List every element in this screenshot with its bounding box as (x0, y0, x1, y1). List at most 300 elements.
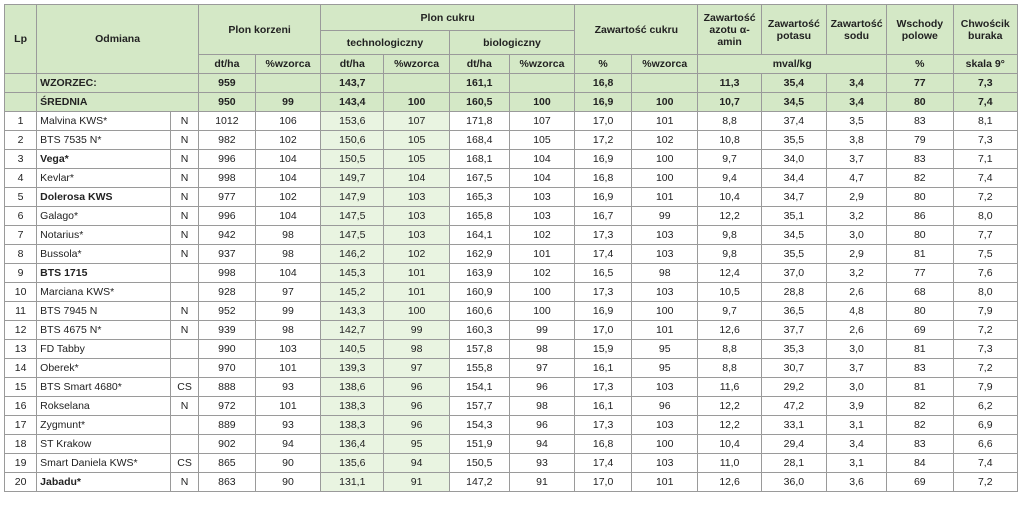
plon-korzeni-wzorca: 99 (255, 302, 320, 321)
zawartosc-cukru-pct: 17,0 (575, 112, 632, 131)
zawartosc-cukru-wzorca: 103 (631, 454, 697, 473)
plon-korzeni-wzorca: 98 (255, 321, 320, 340)
row-lp: 18 (5, 435, 37, 454)
potas-value: 37,7 (761, 321, 826, 340)
zawartosc-cukru-wzorca: 103 (631, 378, 697, 397)
cukier-tech-dtha: 138,6 (321, 378, 384, 397)
plon-korzeni-dtha: 972 (199, 397, 256, 416)
cukier-tech-wzorca: 107 (384, 112, 449, 131)
wschody-value: 69 (887, 321, 953, 340)
cukier-bio-wzorca: 104 (509, 150, 574, 169)
plon-korzeni-wzorca: 102 (255, 131, 320, 150)
cukier-bio-dtha: 160,3 (449, 321, 509, 340)
azot-value: 8,8 (698, 359, 761, 378)
header-row-1 (5, 5, 1018, 31)
cukier-bio-dtha: 168,4 (449, 131, 509, 150)
cukier-tech-wzorca: 100 (384, 302, 449, 321)
plon-korzeni-wzorca: 98 (255, 226, 320, 245)
azot-value: 12,2 (698, 207, 761, 226)
col-biologiczny-header: biologiczny (449, 31, 574, 55)
cukier-bio-wzorca: 98 (509, 340, 574, 359)
zawartosc-cukru-wzorca: 100 (631, 435, 697, 454)
zawartosc-cukru-pct: 17,0 (575, 321, 632, 340)
zawartosc-cukru-pct: 15,9 (575, 340, 632, 359)
row-lp: 13 (5, 340, 37, 359)
summary-plon-korzeni-dtha: 959 (199, 74, 256, 93)
wschody-value: 80 (887, 302, 953, 321)
chwoscik-value: 7,4 (953, 454, 1017, 473)
plon-korzeni-wzorca: 104 (255, 169, 320, 188)
zawartosc-cukru-wzorca: 102 (631, 131, 697, 150)
summary-cukier-bio-wzorca (509, 74, 574, 93)
variety-tag: N (171, 226, 199, 245)
cukier-tech-dtha: 138,3 (321, 397, 384, 416)
summary-row (5, 93, 1018, 112)
cukier-bio-dtha: 154,3 (449, 416, 509, 435)
row-lp: 5 (5, 188, 37, 207)
cukier-bio-wzorca: 96 (509, 416, 574, 435)
plon-korzeni-dtha: 982 (199, 131, 256, 150)
plon-korzeni-dtha: 998 (199, 169, 256, 188)
plon-korzeni-wzorca: 104 (255, 264, 320, 283)
plon-korzeni-wzorca: 97 (255, 283, 320, 302)
zawartosc-cukru-wzorca: 100 (631, 169, 697, 188)
chwoscik-value: 7,1 (953, 150, 1017, 169)
plon-korzeni-wzorca: 101 (255, 359, 320, 378)
table-row (5, 283, 1018, 302)
cukier-bio-dtha: 157,8 (449, 340, 509, 359)
summary-row (5, 74, 1018, 93)
sod-value: 3,0 (827, 226, 887, 245)
sod-value: 4,8 (827, 302, 887, 321)
azot-value: 9,4 (698, 169, 761, 188)
variety-tag: CS (171, 454, 199, 473)
cukier-tech-dtha: 131,1 (321, 473, 384, 492)
chwoscik-value: 7,9 (953, 302, 1017, 321)
wschody-value: 81 (887, 340, 953, 359)
cukier-tech-dtha: 146,2 (321, 245, 384, 264)
variety-tag: N (171, 112, 199, 131)
row-lp: 4 (5, 169, 37, 188)
cukier-tech-wzorca: 103 (384, 226, 449, 245)
unit-skala: skala 9° (953, 55, 1017, 74)
plon-korzeni-wzorca: 93 (255, 416, 320, 435)
table-row (5, 359, 1018, 378)
zawartosc-cukru-wzorca: 101 (631, 473, 697, 492)
azot-value: 9,8 (698, 226, 761, 245)
chwoscik-value: 7,4 (953, 169, 1017, 188)
cukier-bio-dtha: 167,5 (449, 169, 509, 188)
variety-tag (171, 435, 199, 454)
col-potas-header: Zawartość potasu (761, 5, 826, 55)
cukier-tech-dtha: 145,3 (321, 264, 384, 283)
col-plon-cukru-header: Plon cukru (321, 5, 575, 31)
potas-value: 35,5 (761, 131, 826, 150)
col-chwoscik-header: Chwościk buraka (953, 5, 1017, 55)
cukier-bio-dtha: 162,9 (449, 245, 509, 264)
chwoscik-value: 7,2 (953, 473, 1017, 492)
wschody-value: 82 (887, 169, 953, 188)
col-zawartosc-cukru-header: Zawartość cukru (575, 5, 698, 55)
plon-korzeni-dtha: 996 (199, 207, 256, 226)
cukier-bio-dtha: 150,5 (449, 454, 509, 473)
summary-plon-korzeni-dtha: 950 (199, 93, 256, 112)
zawartosc-cukru-pct: 17,4 (575, 245, 632, 264)
table-row (5, 207, 1018, 226)
row-lp: 11 (5, 302, 37, 321)
plon-korzeni-wzorca: 103 (255, 340, 320, 359)
zawartosc-cukru-wzorca: 103 (631, 416, 697, 435)
summary-cukier-tech-wzorca: 100 (384, 93, 449, 112)
chwoscik-value: 7,7 (953, 226, 1017, 245)
summary-lp (5, 93, 37, 112)
zawartosc-cukru-wzorca: 98 (631, 264, 697, 283)
col-azot-header: Zawartość azotu α-amin (698, 5, 761, 55)
wschody-value: 79 (887, 131, 953, 150)
cukier-bio-wzorca: 98 (509, 397, 574, 416)
unit-percent: % (887, 55, 953, 74)
sod-value: 3,2 (827, 207, 887, 226)
zawartosc-cukru-pct: 17,3 (575, 226, 632, 245)
row-lp: 16 (5, 397, 37, 416)
potas-value: 47,2 (761, 397, 826, 416)
zawartosc-cukru-pct: 16,9 (575, 188, 632, 207)
sod-value: 2,9 (827, 188, 887, 207)
summary-zawartosc-cukru-pct: 16,9 (575, 93, 632, 112)
chwoscik-value: 7,2 (953, 321, 1017, 340)
cukier-tech-wzorca: 95 (384, 435, 449, 454)
wschody-value: 83 (887, 112, 953, 131)
zawartosc-cukru-pct: 17,4 (575, 454, 632, 473)
cukier-tech-wzorca: 102 (384, 245, 449, 264)
summary-zawartosc-cukru-wzorca: 100 (631, 93, 697, 112)
wschody-value: 82 (887, 397, 953, 416)
col-technologiczny-header: technologiczny (321, 31, 450, 55)
chwoscik-value: 7,2 (953, 188, 1017, 207)
row-lp: 8 (5, 245, 37, 264)
row-lp: 7 (5, 226, 37, 245)
variety-tag: N (171, 131, 199, 150)
cukier-bio-wzorca: 101 (509, 245, 574, 264)
azot-value: 8,8 (698, 112, 761, 131)
azot-value: 12,6 (698, 321, 761, 340)
chwoscik-value: 7,3 (953, 340, 1017, 359)
sod-value: 4,7 (827, 169, 887, 188)
row-lp: 2 (5, 131, 37, 150)
cukier-bio-wzorca: 97 (509, 359, 574, 378)
plon-korzeni-dtha: 939 (199, 321, 256, 340)
cukier-tech-dtha: 135,6 (321, 454, 384, 473)
chwoscik-value: 8,0 (953, 207, 1017, 226)
cukier-tech-wzorca: 105 (384, 150, 449, 169)
table-row (5, 188, 1018, 207)
cukier-tech-dtha: 143,3 (321, 302, 384, 321)
plon-korzeni-wzorca: 90 (255, 454, 320, 473)
zawartosc-cukru-wzorca: 100 (631, 302, 697, 321)
unit-wzorca: %wzorca (631, 55, 697, 74)
summary-wschody-value: 80 (887, 93, 953, 112)
table-row (5, 340, 1018, 359)
chwoscik-value: 7,3 (953, 131, 1017, 150)
zawartosc-cukru-wzorca: 95 (631, 340, 697, 359)
plon-korzeni-wzorca: 98 (255, 245, 320, 264)
azot-value: 10,8 (698, 131, 761, 150)
plon-korzeni-dtha: 889 (199, 416, 256, 435)
plon-korzeni-dtha: 928 (199, 283, 256, 302)
cukier-tech-wzorca: 103 (384, 207, 449, 226)
cukier-bio-wzorca: 104 (509, 169, 574, 188)
cukier-bio-wzorca: 100 (509, 302, 574, 321)
summary-label: ŚREDNIA (37, 93, 199, 112)
summary-azot-value: 10,7 (698, 93, 761, 112)
cukier-bio-dtha: 171,8 (449, 112, 509, 131)
cukier-tech-wzorca: 101 (384, 283, 449, 302)
plon-korzeni-wzorca: 90 (255, 473, 320, 492)
potas-value: 30,7 (761, 359, 826, 378)
variety-tag: N (171, 473, 199, 492)
sod-value: 3,6 (827, 473, 887, 492)
potas-value: 36,5 (761, 302, 826, 321)
unit-wzorca: %wzorca (509, 55, 574, 74)
variety-tag: N (171, 245, 199, 264)
plon-korzeni-wzorca: 93 (255, 378, 320, 397)
summary-sod-value: 3,4 (827, 74, 887, 93)
wschody-value: 81 (887, 245, 953, 264)
cukier-tech-dtha: 147,5 (321, 207, 384, 226)
wschody-value: 84 (887, 454, 953, 473)
summary-zawartosc-cukru-pct: 16,8 (575, 74, 632, 93)
wschody-value: 83 (887, 435, 953, 454)
cukier-tech-wzorca: 103 (384, 188, 449, 207)
row-lp: 15 (5, 378, 37, 397)
summary-chwoscik-value: 7,3 (953, 74, 1017, 93)
cukier-tech-wzorca: 104 (384, 169, 449, 188)
variety-name: Kevlar* (37, 169, 171, 188)
cukier-bio-dtha: 157,7 (449, 397, 509, 416)
cukier-tech-dtha: 149,7 (321, 169, 384, 188)
variety-tag (171, 264, 199, 283)
cukier-bio-wzorca: 105 (509, 131, 574, 150)
cukier-bio-dtha: 165,3 (449, 188, 509, 207)
sod-value: 3,1 (827, 454, 887, 473)
zawartosc-cukru-wzorca: 103 (631, 226, 697, 245)
variety-name: BTS Smart 4680* (37, 378, 171, 397)
azot-value: 8,8 (698, 340, 761, 359)
zawartosc-cukru-pct: 17,0 (575, 473, 632, 492)
variety-tag: N (171, 188, 199, 207)
cukier-bio-wzorca: 99 (509, 321, 574, 340)
cukier-tech-wzorca: 98 (384, 340, 449, 359)
wschody-value: 82 (887, 416, 953, 435)
potas-value: 35,5 (761, 245, 826, 264)
sod-value: 2,9 (827, 245, 887, 264)
row-lp: 19 (5, 454, 37, 473)
variety-name: ST Krakow (37, 435, 171, 454)
cukier-bio-wzorca: 94 (509, 435, 574, 454)
potas-value: 34,4 (761, 169, 826, 188)
summary-azot-value: 11,3 (698, 74, 761, 93)
chwoscik-value: 6,9 (953, 416, 1017, 435)
row-lp: 9 (5, 264, 37, 283)
unit-percent: % (575, 55, 632, 74)
cukier-tech-dtha: 139,3 (321, 359, 384, 378)
plon-korzeni-dtha: 937 (199, 245, 256, 264)
row-lp: 17 (5, 416, 37, 435)
table-row (5, 131, 1018, 150)
summary-potas-value: 35,4 (761, 74, 826, 93)
cukier-bio-dtha: 160,9 (449, 283, 509, 302)
variety-tag: CS (171, 378, 199, 397)
summary-cukier-bio-wzorca: 100 (509, 93, 574, 112)
cukier-tech-wzorca: 97 (384, 359, 449, 378)
cukier-bio-wzorca: 107 (509, 112, 574, 131)
unit-wzorca: %wzorca (384, 55, 449, 74)
summary-cukier-tech-wzorca (384, 74, 449, 93)
variety-name: Zygmunt* (37, 416, 171, 435)
plon-korzeni-dtha: 1012 (199, 112, 256, 131)
summary-cukier-bio-dtha: 161,1 (449, 74, 509, 93)
table-row (5, 112, 1018, 131)
variety-tag: N (171, 150, 199, 169)
table-row (5, 264, 1018, 283)
row-lp: 3 (5, 150, 37, 169)
unit-dtha: dt/ha (321, 55, 384, 74)
plon-korzeni-wzorca: 102 (255, 188, 320, 207)
cukier-bio-dtha: 163,9 (449, 264, 509, 283)
cukier-tech-wzorca: 96 (384, 397, 449, 416)
variety-tag: N (171, 321, 199, 340)
summary-label: WZORZEC: (37, 74, 199, 93)
summary-plon-korzeni-wzorca (255, 74, 320, 93)
chwoscik-value: 7,6 (953, 264, 1017, 283)
chwoscik-value: 6,2 (953, 397, 1017, 416)
wschody-value: 80 (887, 188, 953, 207)
cukier-bio-dtha: 147,2 (449, 473, 509, 492)
azot-value: 12,2 (698, 397, 761, 416)
zawartosc-cukru-pct: 17,3 (575, 378, 632, 397)
plon-korzeni-dtha: 902 (199, 435, 256, 454)
summary-cukier-bio-dtha: 160,5 (449, 93, 509, 112)
potas-value: 34,7 (761, 188, 826, 207)
chwoscik-value: 8,0 (953, 283, 1017, 302)
variety-name: BTS 7535 N* (37, 131, 171, 150)
potas-value: 35,3 (761, 340, 826, 359)
sod-value: 3,8 (827, 131, 887, 150)
table-row (5, 226, 1018, 245)
plon-korzeni-wzorca: 101 (255, 397, 320, 416)
variety-name: FD Tabby (37, 340, 171, 359)
cukier-tech-wzorca: 96 (384, 378, 449, 397)
summary-cukier-tech-dtha: 143,4 (321, 93, 384, 112)
sod-value: 3,7 (827, 359, 887, 378)
azot-value: 12,4 (698, 264, 761, 283)
sod-value: 2,6 (827, 321, 887, 340)
plon-korzeni-wzorca: 94 (255, 435, 320, 454)
col-lp-header: Lp (5, 5, 37, 74)
variety-name: Notarius* (37, 226, 171, 245)
results-table-container (4, 4, 1018, 492)
summary-potas-value: 34,5 (761, 93, 826, 112)
zawartosc-cukru-pct: 16,1 (575, 359, 632, 378)
potas-value: 29,2 (761, 378, 826, 397)
azot-value: 9,7 (698, 150, 761, 169)
cukier-tech-wzorca: 91 (384, 473, 449, 492)
cukier-tech-wzorca: 96 (384, 416, 449, 435)
summary-cukier-tech-dtha: 143,7 (321, 74, 384, 93)
azot-value: 10,5 (698, 283, 761, 302)
potas-value: 34,5 (761, 226, 826, 245)
plon-korzeni-wzorca: 104 (255, 150, 320, 169)
wschody-value: 83 (887, 359, 953, 378)
row-lp: 20 (5, 473, 37, 492)
plon-korzeni-dtha: 952 (199, 302, 256, 321)
plon-korzeni-wzorca: 104 (255, 207, 320, 226)
chwoscik-value: 6,6 (953, 435, 1017, 454)
potas-value: 37,0 (761, 264, 826, 283)
variety-name: BTS 4675 N* (37, 321, 171, 340)
cukier-bio-wzorca: 93 (509, 454, 574, 473)
sod-value: 2,6 (827, 283, 887, 302)
zawartosc-cukru-wzorca: 101 (631, 188, 697, 207)
table-row (5, 416, 1018, 435)
zawartosc-cukru-pct: 17,3 (575, 283, 632, 302)
summary-zawartosc-cukru-wzorca (631, 74, 697, 93)
zawartosc-cukru-wzorca: 99 (631, 207, 697, 226)
cukier-bio-wzorca: 100 (509, 283, 574, 302)
table-row (5, 321, 1018, 340)
row-lp: 10 (5, 283, 37, 302)
table-row (5, 245, 1018, 264)
table-row (5, 473, 1018, 492)
variety-tag (171, 416, 199, 435)
table-row (5, 397, 1018, 416)
unit-dtha: dt/ha (199, 55, 256, 74)
cukier-bio-dtha: 160,6 (449, 302, 509, 321)
zawartosc-cukru-pct: 16,5 (575, 264, 632, 283)
plon-korzeni-dtha: 942 (199, 226, 256, 245)
variety-name: Bussola* (37, 245, 171, 264)
chwoscik-value: 7,2 (953, 359, 1017, 378)
sod-value: 3,0 (827, 340, 887, 359)
cukier-tech-dtha: 153,6 (321, 112, 384, 131)
variety-name: Malvina KWS* (37, 112, 171, 131)
cukier-tech-wzorca: 101 (384, 264, 449, 283)
zawartosc-cukru-pct: 17,2 (575, 131, 632, 150)
row-lp: 14 (5, 359, 37, 378)
cukier-bio-wzorca: 96 (509, 378, 574, 397)
variety-name: Dolerosa KWS (37, 188, 171, 207)
cukier-tech-dtha: 142,7 (321, 321, 384, 340)
zawartosc-cukru-pct: 16,9 (575, 302, 632, 321)
cukier-bio-wzorca: 102 (509, 264, 574, 283)
plon-korzeni-dtha: 996 (199, 150, 256, 169)
potas-value: 28,1 (761, 454, 826, 473)
wschody-value: 69 (887, 473, 953, 492)
zawartosc-cukru-wzorca: 103 (631, 245, 697, 264)
zawartosc-cukru-wzorca: 101 (631, 112, 697, 131)
plon-korzeni-dtha: 990 (199, 340, 256, 359)
wschody-value: 77 (887, 264, 953, 283)
unit-mval: mval/kg (698, 55, 887, 74)
row-lp: 1 (5, 112, 37, 131)
sod-value: 3,1 (827, 416, 887, 435)
zawartosc-cukru-wzorca: 101 (631, 321, 697, 340)
cukier-tech-wzorca: 99 (384, 321, 449, 340)
cukier-bio-dtha: 154,1 (449, 378, 509, 397)
variety-tag: N (171, 397, 199, 416)
row-lp: 6 (5, 207, 37, 226)
variety-tag: N (171, 302, 199, 321)
